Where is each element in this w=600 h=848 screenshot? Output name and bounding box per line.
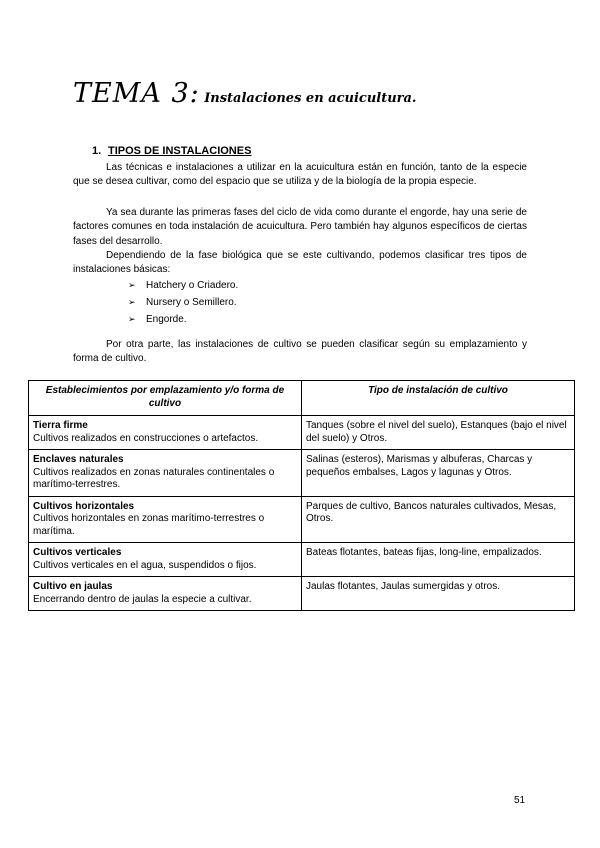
- table-cell: Bateas flotantes, bateas fijas, long-line, empalizados.: [302, 543, 575, 577]
- table-row: [29, 450, 575, 497]
- paragraph-text: Por otra parte, las instalaciones de cultivo se pueden clasificar según su emplazamiento y forma de cultivo.: [73, 339, 527, 365]
- arrow-bullet-icon: ➢: [128, 314, 136, 324]
- section-title: TIPOS DE INSTALACIONES: [108, 145, 252, 157]
- row-name: Cultivo en jaulas: [33, 581, 113, 592]
- arrow-bullet-icon: ➢: [128, 297, 136, 307]
- table-row: [29, 496, 575, 543]
- row-description: Encerrando dentro de jaulas la especie a cultivar.: [33, 593, 252, 605]
- table-cell: Jaulas flotantes, Jaulas sumergidas y otros.: [302, 577, 575, 611]
- page-number: 51: [514, 795, 526, 806]
- table-cell: Parques de cultivo, Bancos naturales cultivados, Mesas, Otros.: [302, 496, 575, 543]
- paragraph: [73, 249, 527, 278]
- paragraph-text: Dependiendo de la fase biológica que se este cultivando, podemos clasificar tres tipos de instalaciones básicas:: [73, 250, 527, 276]
- arrow-bullet-icon: ➢: [128, 280, 136, 290]
- page-title: [73, 78, 416, 109]
- table-cell: [29, 416, 302, 450]
- table-header: Establecimientos por emplazamiento y/o forma de cultivo: [29, 381, 302, 416]
- table-cell: [29, 577, 302, 611]
- table-cell: Salinas (esteros), Marismas y albuferas, Charcas y pequeños embalses, Lagos y lagunas y Otros.: [302, 450, 575, 497]
- section-heading: [92, 145, 251, 157]
- list-item: ➢ Nursery o Semillero.: [128, 294, 238, 311]
- table-row: [29, 577, 575, 611]
- row-name: Cultivos horizontales: [33, 500, 135, 512]
- row-description: Cultivos horizontales en zonas marítimo-terrestres o marítima.: [33, 513, 265, 537]
- table-cell: [29, 450, 302, 497]
- paragraph: [73, 206, 527, 249]
- section-number: 1.: [92, 145, 102, 157]
- row-name: Cultivos verticales: [33, 547, 122, 558]
- row-name: Enclaves naturales: [33, 454, 124, 465]
- list-item: ➢ Hatchery o Criadero.: [128, 277, 238, 294]
- row-description: Cultivos realizados en zonas naturales continentales o marítimo-terrestres.: [33, 466, 275, 490]
- table-cell: [29, 543, 302, 577]
- table-cell: [29, 496, 302, 543]
- bullet-list: [128, 277, 238, 328]
- table-row: [29, 416, 575, 450]
- row-description: Cultivos verticales en el agua, suspendidos o fijos.: [33, 559, 257, 571]
- row-name: Tierra firme: [33, 420, 88, 431]
- installations-table: [28, 380, 575, 611]
- table-row: [29, 543, 575, 577]
- title-subtitle: Instalaciones en acuicultura.: [204, 91, 417, 106]
- title-tema: TEMA 3:: [73, 78, 200, 109]
- row-description: Cultivos realizados en construcciones o artefactos.: [33, 432, 259, 444]
- list-item: ➢ Engorde.: [128, 311, 238, 328]
- table-header: Tipo de instalación de cultivo: [302, 381, 575, 416]
- table-header-row: [29, 381, 575, 416]
- paragraph: [73, 338, 527, 367]
- paragraph-text: Las técnicas e instalaciones a utilizar en la acuicultura están en función, tanto de la especie que se desea cultivar, como del espacio que se utiliza y de la biología de la propia especie.: [73, 162, 527, 188]
- paragraph-text: Ya sea durante las primeras fases del ciclo de vida como durante el engorde, hay una serie de factores comunes en toda instalación de acuicultura. Pero también hay algunos específicos de ciertas fases del desarrollo.: [73, 207, 527, 247]
- table-cell: Tanques (sobre el nivel del suelo), Estanques (bajo el nivel del suelo) y Otros.: [302, 416, 575, 450]
- paragraph: [73, 161, 527, 190]
